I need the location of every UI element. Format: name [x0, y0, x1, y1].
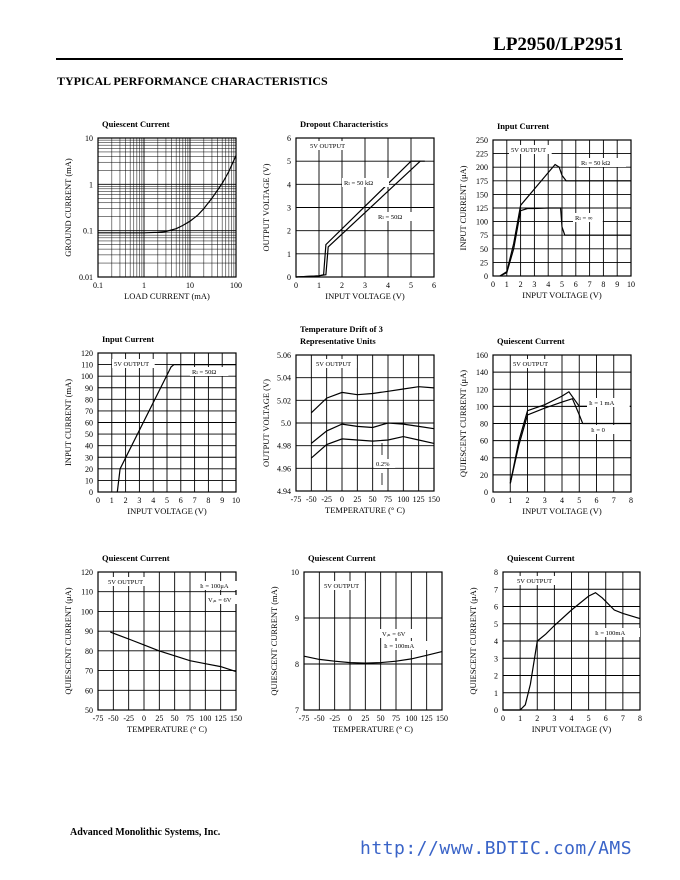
chart-6: [458, 336, 633, 516]
y-axis-label: GROUND CURRENT (mA): [63, 158, 73, 257]
y-tick-label: 0: [89, 488, 93, 497]
y-tick-label: 7: [295, 706, 299, 715]
y-tick-label: 30: [85, 453, 93, 463]
y-axis-label: QUIESCENT CURRENT (μA): [63, 587, 73, 695]
x-tick-label: -75: [298, 714, 310, 723]
y-tick-label: 100: [81, 372, 93, 382]
x-tick-label: -75: [290, 495, 302, 504]
y-tick-label: 110: [81, 587, 93, 597]
y-tick-label: 4: [494, 637, 498, 646]
y-tick-label: 4: [287, 180, 291, 190]
x-tick-label: 0: [96, 496, 100, 505]
x-tick-label: 6: [573, 280, 578, 289]
x-tick-label: 125: [420, 714, 433, 723]
x-tick-label: 50: [368, 495, 377, 504]
y-tick-label: 225: [476, 149, 488, 159]
x-tick-label: 50: [376, 714, 385, 723]
x-tick-label: 1: [508, 496, 513, 505]
x-axis-label: INPUT VOLTAGE (V): [531, 724, 612, 734]
plot-frame: [98, 572, 236, 710]
y-tick-label: 40: [480, 453, 488, 463]
y-tick-label: 5: [287, 157, 291, 167]
y-tick-label: 90: [85, 627, 93, 637]
annotation-label: Iₗ = 100mA: [384, 643, 415, 650]
x-tick-label: 2: [525, 496, 530, 505]
chart-title: Representative Units: [300, 336, 376, 346]
annotation-label: Rₗ = 50 kΩ: [581, 160, 611, 167]
x-tick-label: 10: [186, 281, 194, 290]
y-tick-label: 1: [89, 180, 93, 190]
y-tick-label: 8: [295, 660, 299, 669]
x-tick-label: 2: [340, 281, 344, 290]
y-tick-label: 10: [85, 476, 93, 486]
document-title: LP2950/LP2951: [493, 34, 623, 55]
annotation-label: Rₗ = 50 kΩ: [344, 180, 374, 187]
series-line: [500, 208, 631, 276]
y-tick-label: 125: [476, 204, 488, 213]
chart-1: [63, 119, 242, 301]
x-axis-label: INPUT VOLTAGE (V): [522, 290, 602, 300]
y-tick-label: 5.02: [277, 396, 291, 406]
x-tick-label: 100: [199, 714, 212, 723]
x-tick-label: 8: [629, 496, 633, 505]
y-tick-label: 0: [484, 272, 488, 281]
x-tick-label: 3: [542, 496, 547, 505]
chart-title: Quiescent Current: [497, 336, 565, 346]
y-tick-label: 75: [480, 231, 488, 241]
x-tick-label: 7: [611, 496, 616, 505]
y-tick-label: 3: [494, 654, 498, 664]
x-tick-label: 5: [586, 714, 591, 723]
x-tick-label: 4: [546, 280, 551, 289]
y-axis-label: INPUT CURRENT (μA): [458, 165, 468, 251]
x-tick-label: 7: [587, 280, 592, 289]
x-tick-label: 25: [361, 714, 370, 723]
y-axis-label: QUIESCENT CURRENT (μA): [458, 369, 468, 478]
x-tick-label: 0: [491, 280, 495, 289]
x-tick-label: 3: [137, 496, 142, 505]
y-axis-label: QUIESCENT CURRENT (μA): [468, 587, 478, 695]
x-tick-label: 150: [230, 714, 242, 723]
y-tick-label: 1: [287, 249, 291, 259]
x-tick-label: 125: [214, 714, 227, 723]
x-tick-label: 2: [123, 496, 128, 505]
x-tick-label: 75: [384, 495, 392, 504]
y-tick-label: 120: [81, 349, 93, 358]
x-axis-label: INPUT VOLTAGE (V): [127, 506, 207, 516]
annotation-label: Vᵢₙ = 6V: [208, 597, 232, 604]
x-tick-label: 2: [518, 280, 523, 289]
x-tick-label: 0: [348, 714, 352, 723]
x-tick-label: -25: [321, 495, 333, 504]
y-tick-label: 6: [494, 602, 498, 612]
annotation-label: 5V OUTPUT: [511, 147, 547, 154]
y-tick-label: 0.1: [83, 226, 93, 236]
annotation-label: 5V OUTPUT: [316, 361, 352, 368]
y-tick-label: 120: [81, 568, 93, 577]
y-tick-label: 5.0: [281, 419, 291, 428]
y-tick-label: 80: [85, 395, 93, 405]
y-tick-label: 4.96: [277, 464, 291, 474]
chart-2: [261, 119, 436, 301]
y-axis-label: QUIESCENT CURRENT (mA): [269, 586, 279, 696]
x-tick-label: 0: [501, 714, 505, 723]
chart-title: Quiescent Current: [507, 553, 575, 563]
y-tick-label: 2: [494, 671, 498, 681]
x-tick-label: 125: [412, 495, 425, 504]
y-tick-label: 150: [476, 190, 488, 200]
x-tick-label: 4: [569, 714, 574, 723]
x-tick-label: 0: [294, 281, 298, 290]
annotation-label: Rₗ = 50Ω: [378, 214, 403, 221]
x-tick-label: 75: [392, 714, 400, 723]
y-tick-label: 50: [85, 430, 93, 440]
y-tick-label: 110: [81, 360, 93, 370]
x-tick-label: 7: [192, 496, 197, 505]
y-tick-label: 80: [480, 419, 488, 429]
x-axis-label: INPUT VOLTAGE (V): [325, 291, 405, 301]
x-tick-label: 1: [504, 280, 509, 289]
y-tick-label: 25: [480, 258, 488, 268]
x-tick-label: 1: [142, 281, 146, 290]
x-tick-label: 25: [155, 714, 164, 723]
annotation-label: Iₗ = 100mA: [595, 630, 626, 637]
x-tick-label: 25: [353, 495, 362, 504]
x-tick-label: 4: [560, 496, 564, 505]
annotation-label: 5V OUTPUT: [513, 361, 549, 368]
y-tick-label: 50: [85, 706, 93, 715]
y-tick-label: 175: [476, 176, 488, 186]
x-tick-label: 5: [165, 496, 169, 505]
x-tick-label: 1: [518, 714, 523, 723]
x-tick-label: 8: [638, 714, 642, 723]
chart-7: [63, 553, 245, 734]
x-tick-label: 1: [109, 496, 114, 505]
x-axis-label: TEMPERATURE (° C): [325, 505, 405, 515]
x-tick-label: 100: [230, 281, 242, 290]
x-tick-label: -50: [305, 495, 317, 504]
y-tick-label: 160: [476, 351, 488, 360]
x-tick-label: 8: [206, 496, 211, 505]
plot-frame: [98, 138, 236, 277]
x-axis-label: TEMPERATURE (° C): [127, 724, 207, 734]
chart-title: Quiescent Current: [102, 119, 170, 129]
y-tick-label: 0.01: [79, 273, 93, 282]
annotation-label: Iₗ = 0: [591, 427, 605, 434]
y-tick-label: 50: [480, 244, 488, 254]
y-tick-label: 20: [480, 470, 488, 480]
y-tick-label: 250: [476, 136, 488, 145]
x-tick-label: -50: [313, 714, 325, 723]
y-tick-label: 10: [85, 134, 93, 143]
chart-4: [63, 334, 240, 516]
y-tick-label: 60: [85, 418, 93, 428]
y-tick-label: 20: [85, 464, 93, 474]
y-tick-label: 4.98: [277, 441, 291, 451]
y-tick-label: 0: [494, 706, 498, 715]
annotation-label: 0.2%: [376, 461, 390, 468]
annotation-label: Iₗ = 100μA: [200, 583, 229, 590]
y-tick-label: 0: [287, 273, 291, 282]
x-tick-label: 5: [560, 280, 564, 289]
annotation-label: Iₗ = 1 mA: [589, 400, 615, 407]
y-tick-label: 7: [494, 585, 498, 595]
x-tick-label: 100: [405, 714, 418, 723]
x-tick-label: 150: [428, 495, 440, 504]
x-tick-label: 7: [620, 714, 625, 723]
y-tick-label: 70: [85, 406, 93, 416]
chart-title: Quiescent Current: [102, 553, 170, 563]
x-tick-label: 0: [340, 495, 344, 504]
chart-title: Temperature Drift of 3: [300, 324, 383, 334]
annotation-label: 5V OUTPUT: [324, 583, 360, 590]
y-tick-label: 40: [85, 441, 93, 451]
y-tick-label: 5: [494, 619, 498, 629]
annotation-label: Rₗ = ∞: [575, 215, 593, 222]
x-tick-label: -25: [123, 714, 135, 723]
x-tick-label: 6: [432, 281, 436, 290]
annotation-label: 5V OUTPUT: [310, 143, 346, 150]
x-tick-label: 6: [178, 496, 183, 505]
y-axis-label: OUTPUT VOLTAGE (V): [261, 163, 271, 252]
x-tick-label: -75: [92, 714, 104, 723]
x-tick-label: -25: [329, 714, 341, 723]
y-tick-label: 2: [287, 226, 291, 236]
y-axis-label: INPUT CURRENT (mA): [63, 378, 73, 467]
annotation-label: Rₗ = 50Ω: [192, 369, 217, 376]
y-tick-label: 70: [85, 666, 93, 676]
chart-3: [458, 121, 635, 300]
x-tick-label: 3: [552, 714, 557, 723]
y-tick-label: 9: [295, 614, 299, 623]
x-tick-label: 6: [594, 496, 599, 505]
x-tick-label: 0: [142, 714, 146, 723]
footer-company: Advanced Monolithic Systems, Inc.: [70, 827, 221, 838]
x-tick-label: 9: [220, 496, 225, 505]
series-line: [304, 652, 442, 664]
chart-title: Input Current: [102, 334, 155, 344]
section-title: TYPICAL PERFORMANCE CHARACTERISTICS: [57, 74, 328, 88]
annotation-label: Vᵢₙ = 6V: [382, 631, 406, 638]
annotation-label: 5V OUTPUT: [114, 361, 150, 368]
x-tick-label: 3: [363, 281, 367, 290]
x-tick-label: 8: [601, 280, 606, 289]
annotation-label: 5V OUTPUT: [517, 578, 553, 585]
y-tick-label: 4.94: [277, 487, 291, 496]
series-line: [117, 365, 236, 492]
series-line: [98, 156, 236, 233]
x-tick-label: 50: [170, 714, 179, 723]
chart-5: [261, 324, 440, 515]
y-tick-label: 0: [484, 488, 488, 497]
x-tick-label: 10: [232, 496, 240, 505]
x-tick-label: 9: [615, 280, 620, 289]
x-tick-label: 0.1: [93, 281, 103, 290]
x-tick-label: 4: [151, 496, 156, 505]
y-tick-label: 140: [476, 368, 488, 378]
x-tick-label: 2: [535, 714, 540, 723]
x-tick-label: -50: [107, 714, 119, 723]
y-tick-label: 100: [476, 402, 488, 412]
y-tick-label: 5.04: [277, 373, 291, 383]
x-tick-label: 4: [386, 281, 390, 290]
series-line: [110, 632, 236, 672]
chart-title: Quiescent Current: [308, 553, 376, 563]
y-tick-label: 100: [476, 217, 488, 227]
x-tick-label: 5: [409, 281, 413, 290]
x-tick-label: 6: [603, 714, 608, 723]
y-tick-label: 8: [494, 568, 498, 577]
chart-title: Input Current: [497, 121, 550, 131]
x-tick-label: 10: [627, 280, 635, 289]
y-tick-label: 10: [291, 568, 299, 577]
y-axis-label: OUTPUT VOLTAGE (V): [261, 379, 271, 467]
x-tick-label: 5: [577, 496, 582, 505]
y-tick-label: 60: [480, 436, 488, 446]
x-tick-label: 75: [186, 714, 194, 723]
y-tick-label: 60: [85, 686, 93, 696]
footer-url[interactable]: http://www.BDTIC.com/AMS: [360, 838, 633, 859]
x-axis-label: LOAD CURRENT (mA): [124, 291, 210, 301]
annotation-label: 5V OUTPUT: [108, 579, 144, 586]
y-tick-label: 120: [476, 385, 488, 395]
x-tick-label: 0: [491, 496, 495, 505]
chart-9: [468, 553, 642, 734]
x-tick-label: 3: [532, 280, 537, 289]
y-tick-label: 200: [476, 163, 488, 173]
x-tick-label: 150: [436, 714, 448, 723]
y-tick-label: 3: [287, 203, 291, 213]
y-tick-label: 1: [494, 688, 498, 698]
y-tick-label: 100: [81, 607, 93, 617]
x-tick-label: 100: [397, 495, 410, 504]
y-tick-label: 6: [287, 134, 291, 143]
y-tick-label: 80: [85, 646, 93, 656]
x-tick-label: 1: [317, 281, 321, 290]
y-tick-label: 5.06: [277, 351, 291, 360]
chart-title: Dropout Characteristics: [300, 119, 388, 129]
x-axis-label: TEMPERATURE (° C): [333, 724, 413, 734]
y-tick-label: 90: [85, 383, 93, 393]
chart-8: [269, 553, 448, 734]
x-axis-label: INPUT VOLTAGE (V): [522, 506, 602, 516]
